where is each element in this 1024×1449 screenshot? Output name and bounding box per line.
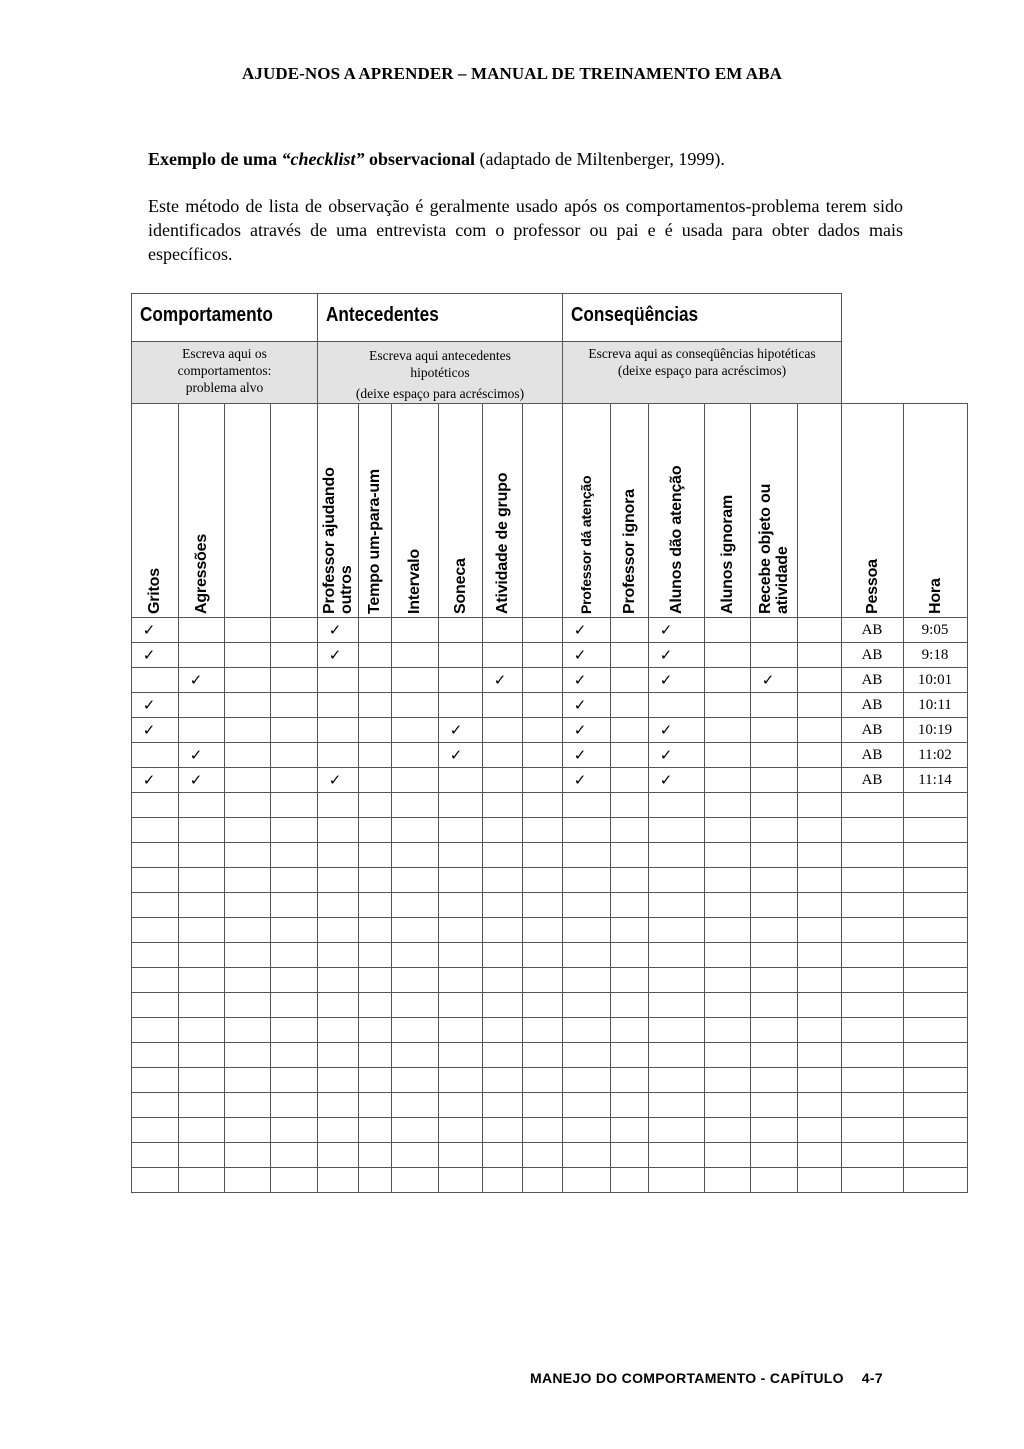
instruction-line: hipotéticos <box>410 365 470 380</box>
instruction-line: comportamentos: <box>177 363 272 378</box>
check-mark: ✓ <box>189 771 203 789</box>
column-header-tempo-um-para-um: Tempo um-para-um <box>366 469 383 614</box>
cell-hora: 10:01 <box>917 672 953 688</box>
row-border <box>131 792 968 793</box>
instruction-line: Escreva aqui antecedentes <box>369 348 511 363</box>
row-border <box>131 717 968 718</box>
check-mark: ✓ <box>142 696 156 714</box>
check-mark: ✓ <box>493 671 507 689</box>
check-mark: ✓ <box>659 721 673 739</box>
check-mark: ✓ <box>142 771 156 789</box>
cell-pessoa: AB <box>861 647 883 663</box>
check-mark: ✓ <box>328 621 342 639</box>
column-border <box>317 403 318 1193</box>
instruction-line: (deixe espaço para acréscimos) <box>355 386 525 401</box>
check-mark: ✓ <box>659 646 673 664</box>
footer-page-number: 4-7 <box>861 1370 883 1386</box>
section-title: Antecedentes <box>326 304 439 326</box>
instruction-line: (deixe espaço para acréscimos) <box>617 363 787 378</box>
row-border <box>131 742 968 743</box>
section-border <box>562 293 563 403</box>
section-border <box>317 293 318 403</box>
row-border <box>131 1017 968 1018</box>
column-header-line: Professor ajudando <box>320 467 338 614</box>
check-mark: ✓ <box>449 721 463 739</box>
check-mark: ✓ <box>659 746 673 764</box>
column-header-line: atividade <box>773 546 791 614</box>
cell-hora: 9:18 <box>921 647 949 663</box>
column-border <box>358 403 359 1193</box>
column-header-professor-ajudando-outros <box>321 467 355 614</box>
check-mark: ✓ <box>573 721 587 739</box>
column-header-recebe-objeto-ou-atividade <box>757 484 791 614</box>
row-border <box>131 817 968 818</box>
check-mark: ✓ <box>142 646 156 664</box>
section-instruction <box>132 342 317 403</box>
column-header-professor-ignora: Professor ignora <box>620 489 638 614</box>
column-header-alunos-ignoram: Alunos ignoram <box>718 495 736 614</box>
section-title: Conseqüências <box>571 304 699 326</box>
column-border <box>562 403 563 1193</box>
column-border <box>610 403 611 1193</box>
check-mark: ✓ <box>142 621 156 639</box>
column-header-pessoa: Pessoa <box>863 559 881 614</box>
intro-paragraph: Este método de lista de observação é geralmente usado após os comportamentos-problema terem sido identificados através de uma entrevista com o professor ou pai e é usada para obter dados mais específicos. <box>148 196 903 264</box>
column-header-gritos: Gritos <box>146 568 163 614</box>
cell-hora: 11:14 <box>918 772 952 788</box>
column-header-hora: Hora <box>926 578 944 614</box>
check-mark: ✓ <box>449 746 463 764</box>
row-border <box>131 642 968 643</box>
row-border <box>131 917 968 918</box>
column-header-intervalo: Intervalo <box>406 549 423 614</box>
column-border <box>797 403 798 1193</box>
row-border <box>131 1192 968 1193</box>
row-border <box>131 1092 968 1093</box>
intro-title: Exemplo de uma “checklist” observacional (adaptado de Miltenberger, 1999). <box>148 149 725 169</box>
check-mark: ✓ <box>573 746 587 764</box>
check-mark: ✓ <box>761 671 775 689</box>
row-border <box>131 1042 968 1043</box>
column-header-line: outros <box>337 565 355 614</box>
table-left-border <box>131 293 132 1193</box>
column-border <box>391 403 392 1193</box>
cell-hora: 10:19 <box>917 722 953 738</box>
column-border <box>270 403 271 1193</box>
page-footer <box>530 1370 883 1386</box>
section-border <box>841 293 842 403</box>
cell-pessoa: AB <box>861 722 883 738</box>
cell-pessoa: AB <box>861 747 883 763</box>
column-border <box>750 403 751 1193</box>
cell-hora: 9:05 <box>921 622 949 638</box>
cell-pessoa: AB <box>861 772 883 788</box>
row-border <box>131 617 968 618</box>
section-title: Comportamento <box>140 304 273 326</box>
row-border <box>131 842 968 843</box>
row-border <box>131 1117 968 1118</box>
table-top-border <box>131 293 842 294</box>
row-border <box>131 1067 968 1068</box>
check-mark: ✓ <box>328 771 342 789</box>
row-border <box>131 967 968 968</box>
check-mark: ✓ <box>328 646 342 664</box>
column-border <box>648 403 649 1193</box>
row-border <box>131 1142 968 1143</box>
cell-pessoa: AB <box>861 697 883 713</box>
cell-pessoa: AB <box>861 622 883 638</box>
check-mark: ✓ <box>573 671 587 689</box>
column-border <box>841 403 842 1193</box>
column-border <box>482 403 483 1193</box>
row-border <box>131 692 968 693</box>
column-border <box>903 403 904 1193</box>
instruction-line: Escreva aqui os <box>182 346 267 361</box>
instruction-line: problema alvo <box>185 380 264 395</box>
column-header-alunos-d-o-aten-o: Alunos dão atenção <box>667 465 685 614</box>
row-border <box>131 667 968 668</box>
column-border <box>522 403 523 1193</box>
column-border <box>178 403 179 1193</box>
column-border <box>224 403 225 1193</box>
row-border <box>131 767 968 768</box>
check-mark: ✓ <box>573 621 587 639</box>
check-mark: ✓ <box>573 696 587 714</box>
column-header-atividade-de-grupo: Atividade de grupo <box>493 472 511 614</box>
check-mark: ✓ <box>189 671 203 689</box>
check-mark: ✓ <box>659 771 673 789</box>
row-border <box>131 892 968 893</box>
row-border <box>131 942 968 943</box>
section-instruction <box>318 342 562 403</box>
check-mark: ✓ <box>573 646 587 664</box>
column-border <box>704 403 705 1193</box>
check-mark: ✓ <box>659 671 673 689</box>
column-header-soneca: Soneca <box>451 558 469 614</box>
check-mark: ✓ <box>189 746 203 764</box>
section-divider <box>131 341 842 342</box>
cell-hora: 10:11 <box>918 697 952 713</box>
cell-pessoa: AB <box>861 672 883 688</box>
check-mark: ✓ <box>573 771 587 789</box>
page-header: AJUDE-NOS A APRENDER – MANUAL DE TREINAMENTO EM ABA <box>241 64 783 83</box>
column-border <box>438 403 439 1193</box>
row-border <box>131 1167 968 1168</box>
row-border <box>131 867 968 868</box>
column-header-top-border <box>131 403 968 404</box>
instruction-line: Escreva aqui as conseqüências hipotéticas <box>588 346 816 361</box>
column-header-agress-es: Agressões <box>192 533 210 614</box>
column-header-line: Recebe objeto ou <box>756 483 774 614</box>
check-mark: ✓ <box>142 721 156 739</box>
column-header-professor-d-aten-o: Professor dá atenção <box>577 475 594 614</box>
check-mark: ✓ <box>659 621 673 639</box>
column-border <box>967 403 968 1193</box>
footer-chapter: MANEJO DO COMPORTAMENTO - CAPÍTULO <box>530 1370 844 1386</box>
row-border <box>131 992 968 993</box>
section-instruction <box>563 342 841 403</box>
cell-hora: 11:02 <box>918 747 952 763</box>
